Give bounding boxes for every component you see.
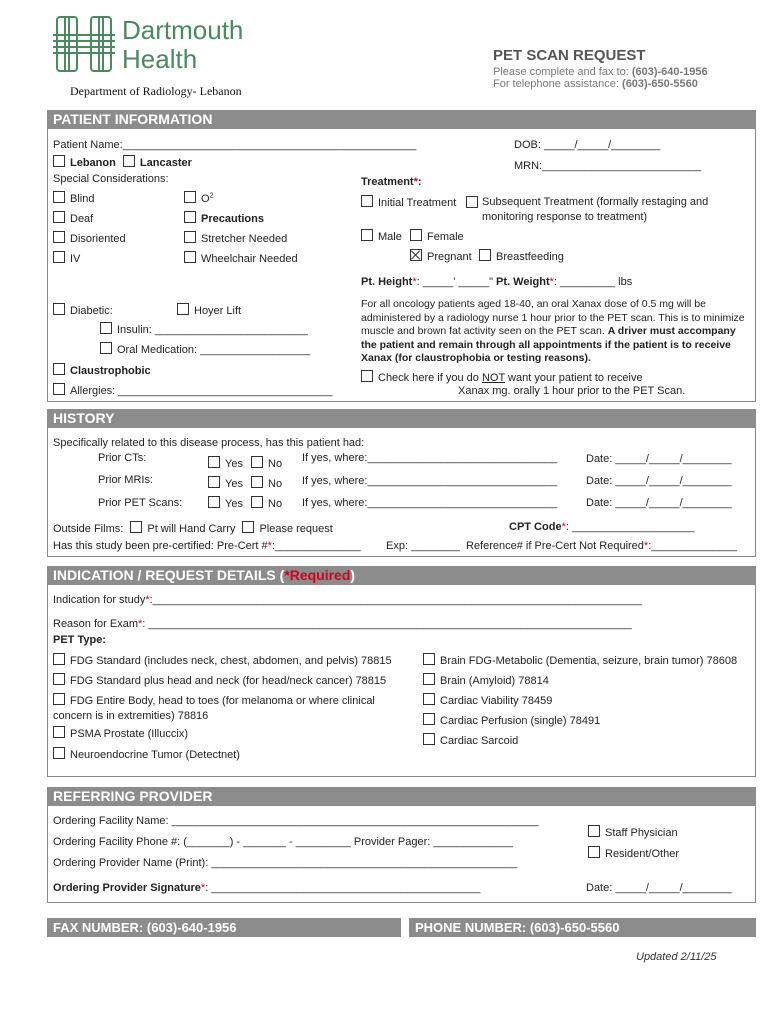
- pet-option-label: PSMA Prostate (Illuccix): [70, 728, 188, 740]
- xanax-optout-prefix: Check here if you do: [378, 372, 482, 384]
- pet-option: [423, 653, 737, 667]
- height-asterisk: *: [412, 276, 417, 288]
- pregnant-option: [410, 249, 472, 263]
- updated-date: Updated 2/11/25: [636, 951, 717, 963]
- patient-section-header: PATIENT INFORMATION: [47, 110, 756, 129]
- weight-field[interactable]: : _________ lbs: [553, 276, 633, 288]
- stretcher-label: Stretcher Needed: [201, 233, 288, 245]
- subsequent-treatment-option: [466, 195, 736, 225]
- pet-option-checkbox[interactable]: [423, 653, 435, 665]
- signature-label: Ordering Provider Signature: [53, 882, 201, 894]
- o2-label: O: [201, 193, 210, 205]
- claustrophobic-checkbox[interactable]: [53, 363, 65, 375]
- pet-option-label: Cardiac Perfusion (single) 78491: [440, 715, 601, 727]
- pet-option: [423, 713, 600, 727]
- hoyer-lift-checkbox[interactable]: [177, 303, 189, 315]
- reference-asterisk: *: [643, 540, 649, 552]
- prior-mri-where[interactable]: If yes, where:_______________________________: [302, 475, 558, 487]
- diabetic-label: Diabetic:: [70, 305, 113, 317]
- male-option: [361, 229, 402, 243]
- pet-type-label: PET Type:: [53, 634, 106, 646]
- staff-physician-label: Staff Physician: [605, 827, 678, 839]
- allergies-option: [53, 383, 332, 397]
- indication-label: Indication for study: [53, 594, 146, 606]
- dob-field[interactable]: DOB: _____/_____/________: [514, 139, 661, 151]
- outside-films-label: Outside Films:: [53, 523, 124, 535]
- blind-label: Blind: [70, 193, 95, 205]
- prior-pet-where[interactable]: If yes, where:_______________________________: [302, 497, 558, 509]
- pet-option: [423, 673, 549, 687]
- iv-checkbox[interactable]: [53, 251, 65, 263]
- pet-option-label: FDG Standard plus head and neck (for head/neck cancer) 78815: [70, 675, 387, 687]
- insulin-field[interactable]: Insulin: _________________________: [117, 324, 308, 336]
- oral-medication-option: [100, 342, 310, 356]
- hand-carry-label: Pt will Hand Carry: [147, 523, 236, 535]
- pet-option-label: Cardiac Sarcoid: [440, 735, 519, 747]
- weight-asterisk: *: [549, 276, 554, 288]
- facility-name-field[interactable]: Ordering Facility Name: ____________________________________________________________: [53, 815, 539, 827]
- xanax-optout-line2: Xanax mg. orally 1 hour prior to the PET Scan.: [458, 385, 686, 397]
- history-intro: Specifically related to this disease process, has this patient had:: [53, 437, 365, 449]
- staff-physician-option: [588, 825, 678, 839]
- allergies-field[interactable]: Allergies: ___________________________________: [70, 385, 333, 397]
- pet-option: [53, 653, 392, 667]
- hoyer-lift-label: Hoyer Lift: [194, 305, 242, 317]
- prior-pet-no-checkbox[interactable]: [251, 496, 263, 508]
- male-label: Male: [378, 231, 402, 243]
- pet-option: [423, 693, 552, 707]
- prior-mri-no-label: No: [268, 478, 283, 490]
- lebanon-checkbox[interactable]: [53, 155, 65, 167]
- location-options: [53, 155, 192, 169]
- disoriented-option: [53, 231, 126, 245]
- pet-option-checkbox[interactable]: [53, 747, 65, 759]
- claustrophobic-option: [53, 363, 151, 377]
- precert-field[interactable]: :______________: [271, 540, 361, 552]
- precautions-option: [184, 211, 264, 225]
- diabetic-checkbox[interactable]: [53, 303, 65, 315]
- history-section-header: HISTORY: [47, 409, 756, 428]
- treatment-colon: :: [417, 176, 422, 188]
- pet-option: [53, 673, 386, 687]
- fax-instruction-text: Please complete and fax to:: [493, 66, 632, 78]
- subsequent-treatment-label: Subsequent Treatment (formally restaging and monitoring response to treatment): [482, 196, 709, 223]
- staff-physician-checkbox[interactable]: [588, 825, 600, 837]
- prior-mri-date[interactable]: Date: _____/_____/________: [586, 475, 732, 487]
- provider-name-field[interactable]: Ordering Provider Name (Print): __________________________________________________: [53, 857, 518, 869]
- lancaster-checkbox[interactable]: [123, 155, 135, 167]
- disoriented-label: Disoriented: [70, 233, 126, 245]
- cpt-code-row: [509, 521, 694, 533]
- prior-mri-label: Prior MRIs:: [98, 474, 153, 486]
- reason-field[interactable]: : _______________________________________________________________________________: [142, 618, 632, 630]
- cpt-code-label: CPT Code: [509, 521, 562, 533]
- initial-treatment-label: Initial Treatment: [378, 197, 457, 209]
- treatment-asterisk: *: [413, 176, 418, 188]
- female-checkbox[interactable]: [410, 229, 422, 241]
- pet-option: [53, 726, 188, 740]
- weight-label: Pt. Weight: [496, 276, 550, 288]
- phone-number-banner: PHONE NUMBER: (603)-650-5560: [409, 918, 756, 937]
- resident-label: Resident/Other: [605, 848, 679, 860]
- prior-pet-label: Prior PET Scans:: [98, 497, 183, 509]
- female-option: [410, 229, 464, 243]
- pet-option-checkbox[interactable]: [53, 693, 65, 705]
- indication-row: [53, 594, 642, 606]
- indication-header-text: INDICATION / REQUEST DETAILS (: [53, 567, 285, 583]
- subsequent-treatment-checkbox[interactable]: [466, 196, 478, 208]
- pet-option-label: Brain (Amyloid) 78814: [440, 675, 549, 687]
- claustrophobic-label: Claustrophobic: [70, 365, 151, 377]
- deaf-label: Deaf: [70, 213, 94, 225]
- o2-checkbox[interactable]: [184, 191, 196, 203]
- treatment-label: [361, 176, 422, 188]
- reason-label: Reason for Exam: [53, 618, 138, 630]
- cpt-code-field[interactable]: : ____________________: [565, 521, 695, 533]
- prior-ct-no-checkbox[interactable]: [251, 456, 263, 468]
- pet-option-checkbox[interactable]: [53, 673, 65, 685]
- iv-option: [53, 251, 80, 265]
- referring-section-header: REFERRING PROVIDER: [47, 787, 756, 806]
- xanax-optout-suffix: want your patient to receive: [504, 372, 643, 384]
- wheelchair-label: Wheelchair Needed: [201, 253, 298, 265]
- department: Department of Radiology- Lebanon: [70, 84, 242, 98]
- prior-ct-yes: [208, 456, 243, 470]
- phone-instruction: [493, 78, 698, 90]
- xanax-notice-bold: A driver must accompany the patient and remain through all appointments if the patient is to receive Xanax (for claustrophobia or testing reasons).: [361, 325, 736, 364]
- pet-option-checkbox[interactable]: [423, 673, 435, 685]
- please-request-label: Please request: [259, 523, 333, 535]
- fax-instruction: [493, 66, 708, 78]
- reason-row: [53, 618, 632, 630]
- prior-ct-yes-label: Yes: [225, 458, 243, 470]
- indication-asterisk: *: [145, 594, 150, 606]
- insulin-option: [100, 322, 308, 336]
- logo: [53, 13, 115, 75]
- precautions-checkbox[interactable]: [184, 211, 196, 223]
- xanax-optout-option: [361, 370, 643, 384]
- prior-ct-date[interactable]: Date: _____/_____/________: [586, 453, 732, 465]
- resident-checkbox[interactable]: [588, 846, 600, 858]
- treatment-text: Treatment: [361, 176, 414, 188]
- deaf-checkbox[interactable]: [53, 211, 65, 223]
- prior-pet-yes-label: Yes: [225, 498, 243, 510]
- breastfeeding-label: Breastfeeding: [496, 251, 564, 263]
- xanax-optout-not: NOT: [481, 372, 505, 384]
- prior-pet-no: [251, 496, 282, 510]
- hand-carry-checkbox[interactable]: [130, 521, 142, 533]
- pet-option-label: Neuroendocrine Tumor (Detectnet): [70, 749, 240, 761]
- signature-date-field[interactable]: Date: _____/_____/________: [586, 882, 732, 894]
- blind-checkbox[interactable]: [53, 191, 65, 203]
- prior-ct-where[interactable]: If yes, where:_______________________________: [302, 452, 558, 464]
- pregnant-label: Pregnant: [427, 251, 472, 263]
- signature-asterisk: *: [200, 882, 206, 894]
- wheelchair-checkbox[interactable]: [184, 251, 196, 263]
- pet-option: [423, 733, 518, 747]
- prior-pet-yes-checkbox[interactable]: [208, 496, 220, 508]
- xanax-notice: [361, 298, 751, 366]
- signature-field[interactable]: : ____________________________________________: [205, 882, 481, 894]
- female-label: Female: [427, 231, 464, 243]
- pet-option: [53, 747, 240, 761]
- height-label: Pt. Height: [361, 276, 413, 288]
- breastfeeding-option: [479, 249, 564, 263]
- prior-pet-yes: [208, 496, 243, 510]
- patient-name-field[interactable]: Patient Name:________________________________________________: [53, 139, 417, 151]
- precautions-label: Precautions: [201, 213, 264, 225]
- pet-option-label: FDG Standard (includes neck, chest, abdomen, and pelvis) 78815: [70, 655, 392, 667]
- reference-label: Reference# if Pre-Cert Not Required: [466, 540, 644, 552]
- special-considerations-label: Special Considerations:: [53, 173, 169, 185]
- iv-label: IV: [70, 253, 81, 265]
- reason-asterisk: *: [137, 618, 143, 630]
- signature-row: [53, 882, 481, 894]
- pet-option-label: Cardiac Viability 78459: [440, 695, 553, 707]
- phone-instruction-number: (603)-650-5560: [622, 78, 698, 90]
- prior-mri-no: [251, 476, 282, 490]
- prior-mri-yes-checkbox[interactable]: [208, 476, 220, 488]
- precert-label: Has this study been pre-certified: Pre-Cert #: [53, 540, 268, 552]
- cpt-asterisk: *: [561, 521, 566, 533]
- allergies-checkbox[interactable]: [53, 383, 65, 395]
- hoyer-lift-option: [177, 303, 241, 317]
- stretcher-option: [184, 231, 287, 245]
- please-request-checkbox[interactable]: [242, 521, 254, 533]
- pet-option-checkbox[interactable]: [53, 653, 65, 665]
- pet-option-checkbox[interactable]: [53, 726, 65, 738]
- height-field[interactable]: : _____' _____": [416, 276, 493, 288]
- prior-mri-yes-label: Yes: [225, 478, 243, 490]
- prior-pet-date[interactable]: Date: _____/_____/________: [586, 497, 732, 509]
- pet-option: [53, 693, 398, 724]
- precert-row: [53, 540, 361, 552]
- o2-superscript: 2: [209, 192, 214, 200]
- indication-field[interactable]: :________________________________________________________________________________: [149, 594, 643, 606]
- outside-films-row: [53, 521, 333, 535]
- oral-medication-field[interactable]: Oral Medication: __________________: [117, 344, 311, 356]
- precert-asterisk: *: [267, 540, 272, 552]
- prior-mri-no-checkbox[interactable]: [251, 476, 263, 488]
- pet-option-label: FDG Entire Body, head to toes (for melanoma or where clinical concern is in extremities) 78816: [53, 695, 375, 722]
- facility-phone-field[interactable]: Ordering Facility Phone #: (_______) - _______ - _________ Provider Pager: _____________: [53, 836, 513, 848]
- logo-text-line1: Dartmouth: [122, 15, 244, 45]
- lebanon-label: Lebanon: [70, 157, 116, 169]
- initial-treatment-option: [361, 195, 456, 209]
- prior-pet-no-label: No: [268, 498, 283, 510]
- disoriented-checkbox[interactable]: [53, 231, 65, 243]
- prior-mri-yes: [208, 476, 243, 490]
- fax-number-banner: FAX NUMBER: (603)-640-1956: [47, 918, 401, 937]
- prior-ct-yes-checkbox[interactable]: [208, 456, 220, 468]
- pet-option-label: Brain FDG-Metabolic (Dementia, seizure, brain tumor) 78608: [440, 655, 738, 667]
- reference-field[interactable]: :______________: [648, 540, 737, 552]
- resident-option: [588, 846, 679, 860]
- lancaster-label: Lancaster: [139, 157, 192, 169]
- pet-option-checkbox[interactable]: [423, 733, 435, 745]
- xanax-notice-text: For all oncology patients aged 18-40, an oral Xanax dose of 0.5 mg will be administered by a radiology nurse 1 hour prior to the PET scan. This is to minimize muscle and brown fat activity seen on the PET scan.: [361, 298, 745, 337]
- logo-mark-icon: [53, 13, 115, 75]
- height-weight-row: [361, 276, 632, 288]
- prior-ct-no: [251, 456, 282, 470]
- prior-ct-no-label: No: [268, 458, 283, 470]
- phone-instruction-text: For telephone assistance:: [493, 78, 623, 90]
- diabetic-option: [53, 303, 113, 317]
- indication-header-close: ): [350, 567, 356, 583]
- reference-row: [466, 540, 737, 552]
- indication-section-header: [47, 566, 756, 585]
- insulin-checkbox[interactable]: [100, 322, 112, 334]
- indication-required: *Required: [284, 567, 351, 583]
- breastfeeding-checkbox[interactable]: [479, 249, 491, 261]
- mrn-field[interactable]: MRN:__________________________: [514, 160, 702, 172]
- o2-option: [184, 191, 213, 205]
- wheelchair-option: [184, 251, 298, 265]
- prior-ct-label: Prior CTs:: [98, 452, 147, 464]
- fax-instruction-number: (603)-640-1956: [631, 66, 708, 78]
- xanax-optout-checkbox[interactable]: [361, 370, 373, 382]
- pet-option-checkbox[interactable]: [423, 713, 435, 725]
- expiration-field[interactable]: Exp: ________: [386, 540, 461, 552]
- stretcher-checkbox[interactable]: [184, 231, 196, 243]
- deaf-option: [53, 211, 93, 225]
- blind-option: [53, 191, 94, 205]
- oral-medication-checkbox[interactable]: [100, 342, 112, 354]
- male-checkbox[interactable]: [361, 229, 373, 241]
- initial-treatment-checkbox[interactable]: [361, 195, 373, 207]
- form-title: PET SCAN REQUEST: [493, 47, 646, 64]
- pregnant-checkbox[interactable]: [410, 249, 422, 261]
- logo-text-line2: Health: [122, 44, 198, 74]
- pet-option-checkbox[interactable]: [423, 693, 435, 705]
